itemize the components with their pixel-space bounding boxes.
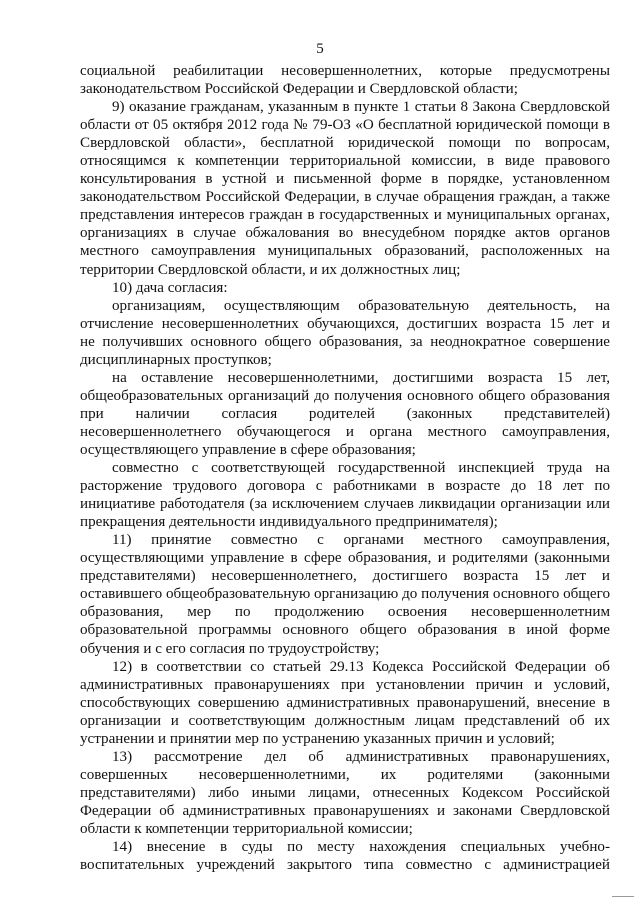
text-line: воспитательных учреждений закрытого типа совместно с администрацией	[80, 857, 610, 874]
text-line: 12) в соответствии со статьей 29.13 Кодекса Российской Федерации об	[112, 658, 610, 675]
text-line: 10) дача согласия:	[112, 279, 228, 296]
text-line: области от 05 октября 2012 года № 79-ОЗ «О бесплатной юридической помощи в	[80, 117, 610, 134]
text-line: Свердловской области», бесплатной юридической помощи по вопросам,	[80, 135, 610, 152]
text-line: общеобразовательных организаций до получения основного общего образования	[80, 387, 610, 404]
text-line: дисциплинарных проступков;	[80, 351, 272, 368]
text-line: консультирования в устной и письменной форме в порядке, установленном	[80, 171, 610, 188]
text-line: при наличии согласия родителей (законных представителей)	[80, 405, 610, 422]
text-line: организациям, осуществляющим образовательную деятельность, на	[112, 297, 610, 314]
text-line: не получивших основного общего образования, за неоднократное совершение	[80, 333, 610, 350]
text-line: социальной реабилитации несовершеннолетних, которые предусмотрены	[80, 63, 610, 79]
scan-edge-mark	[612, 896, 634, 897]
text-line: законодательством Российской Федерации и Свердловской области;	[80, 81, 518, 98]
text-line: местного самоуправления муниципальных образований, расположенных на	[80, 243, 610, 260]
text-line: расторжение трудового договора с работниками в возрасте до 18 лет по	[80, 478, 610, 495]
page-number: 5	[316, 41, 324, 57]
text-line: области к компетенции территориальной комиссии;	[80, 820, 413, 837]
text-line: 14) внесение в суды по месту нахождения специальных учебно-	[112, 839, 610, 856]
text-line: совершенных несовершеннолетними, их родителями (законными	[80, 766, 610, 783]
text-line: способствующих совершению административных правонарушений, внесение в	[80, 694, 610, 711]
text-line: инициативе работодателя (за исключением случаев ликвидации организации или	[80, 496, 610, 513]
text-line: осуществляющими управление в сфере образования, и родителями (законными	[80, 550, 610, 567]
text-line: организациях в случае обжалования во внесудебном порядке актов органов	[80, 225, 610, 242]
text-line: административных правонарушениях при установлении причин и условий,	[80, 676, 610, 693]
text-line: представителями) либо иными лицами, отнесенных Кодексом Российской	[80, 784, 610, 801]
text-line: оставившего общеобразовательную организацию до получения основного общего	[80, 586, 610, 603]
text-line: представления интересов граждан в государственных и муниципальных органах,	[80, 207, 610, 224]
text-line: территории Свердловской области, и их должностных лиц;	[80, 261, 461, 278]
text-line: 11) принятие совместно с органами местного самоуправления,	[112, 532, 610, 549]
text-line: осуществляющего управление в сфере образования;	[80, 441, 416, 458]
text-line: отчисление несовершеннолетних обучающихся, достигших возраста 15 лет и	[80, 315, 610, 332]
text-line: несовершеннолетнего обучающегося и органа местного самоуправления,	[80, 423, 610, 440]
text-line: законодательством Российской Федерации, в случае обращения граждан, а также	[80, 189, 610, 206]
text-line: организации и соответствующим должностным лицам представлений об их	[80, 712, 610, 729]
text-line: обучения и с его согласия по трудоустройству;	[80, 640, 380, 657]
text-line: прекращения деятельности индивидуального предпринимателя);	[80, 514, 498, 531]
text-line: на оставление несовершеннолетними, достигшими возраста 15 лет,	[112, 369, 610, 386]
text-line: 13) рассмотрение дел об административных правонарушениях,	[112, 748, 610, 765]
text-line: образовательной программы основного общего образования в иной форме	[80, 622, 610, 639]
text-line: образования, мер по продолжению освоения несовершеннолетним	[80, 604, 610, 621]
text-line: представителями) несовершеннолетнего, достигшего возраста 15 лет и	[80, 568, 610, 585]
document-body	[80, 62, 610, 874]
text-line: относящимся к компетенции территориальной комиссии, в виде правового	[80, 153, 610, 170]
text-line: 9) оказание гражданам, указанным в пункте 1 статьи 8 Закона Свердловской	[112, 99, 610, 116]
text-line: устранении и принятии мер по устранению указанных причин и условий;	[80, 730, 555, 747]
text-line: совместно с соответствующей государственной инспекцией труда на	[112, 460, 610, 477]
text-line: Федерации об административных правонарушениях и законами Свердловской	[80, 802, 610, 819]
